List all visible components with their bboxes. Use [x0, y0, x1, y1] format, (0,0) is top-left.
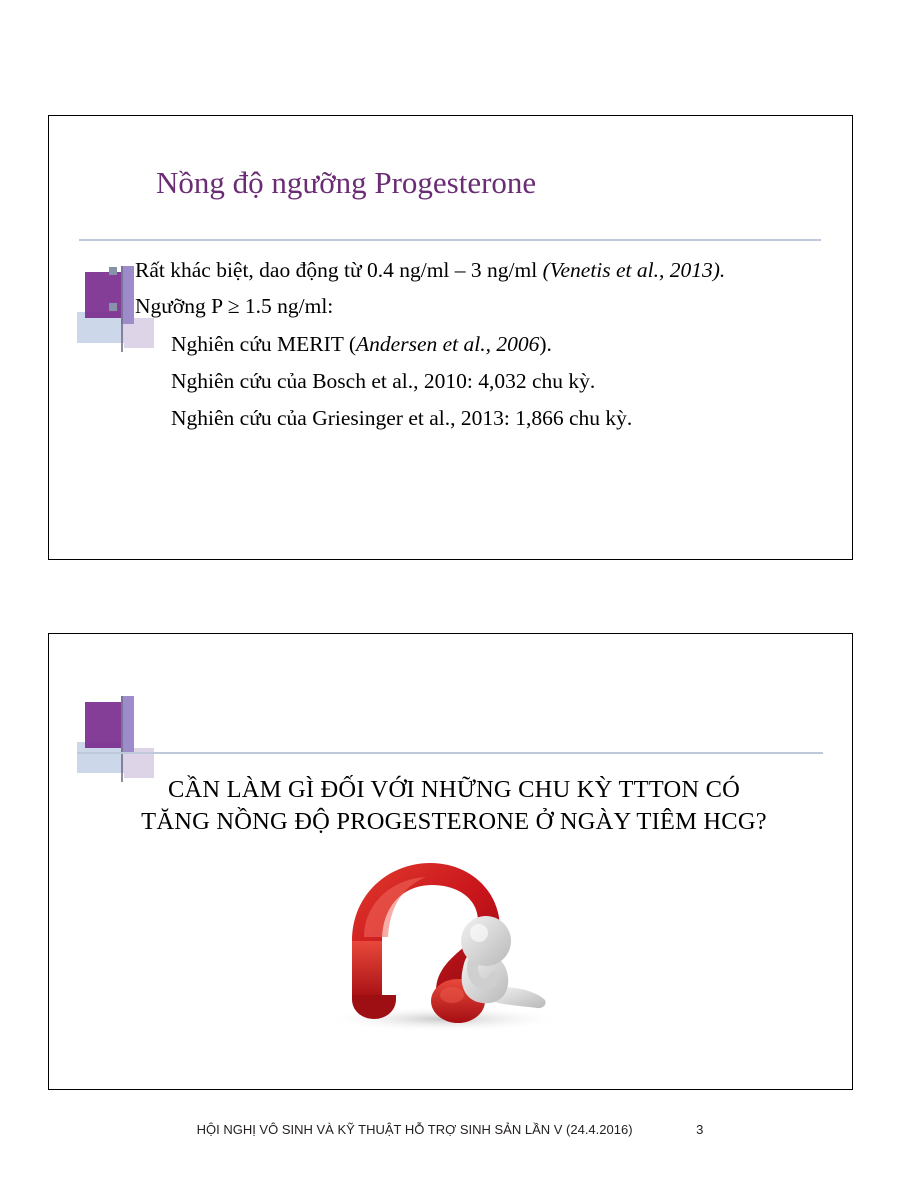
slide-1: [48, 115, 853, 560]
slide-1-title: Nồng độ ngưỡng Progesterone: [156, 165, 537, 200]
slide-2: [48, 633, 853, 1090]
slide-2-title-divider: [77, 752, 823, 754]
decorative-squares-icon: [77, 696, 163, 782]
bullet-item: [101, 292, 821, 320]
sub-line: [171, 329, 821, 360]
deco-square-purple: [85, 702, 121, 748]
sub-line-pre: Nghiên cứu MERIT (: [171, 331, 357, 356]
page-number: 3: [696, 1122, 704, 1137]
bullet-item: [101, 256, 821, 284]
question-mark-icon: [294, 849, 594, 1034]
bullet-text-italic: (Venetis et al., 2013).: [542, 258, 726, 282]
slide-1-title-divider: [79, 239, 821, 241]
thinking-figure-icon: [461, 916, 546, 1008]
sub-line: [171, 403, 821, 434]
bullet-text: Rất khác biệt, dao động từ 0.4 ng/ml – 3 ng/ml: [135, 258, 543, 282]
slide-1-body: [101, 256, 821, 434]
sub-line: [171, 366, 821, 397]
sub-line-post: ).: [539, 331, 552, 356]
bullet-text: Ngưỡng P ≥ 1.5 ng/ml:: [135, 294, 334, 319]
question-mark-illustration: [294, 849, 594, 1034]
sub-line-pre: Nghiên cứu của Griesinger et al., 2013: 1,866 chu kỳ.: [171, 406, 633, 431]
slide-2-question-title: [89, 774, 819, 838]
bullet-marker-icon: [109, 303, 117, 311]
bullet-marker-icon: [109, 267, 117, 275]
slide-2-title-line-2: TĂNG NỒNG ĐỘ PROGESTERONE Ở NGÀY TIÊM HCG?: [141, 807, 767, 835]
slide-2-title-line-1: CẦN LÀM GÌ ĐỐI VỚI NHỮNG CHU KỲ TTTON CÓ: [167, 776, 741, 803]
sub-line-pre: Nghiên cứu của Bosch et al., 2010: 4,032 chu kỳ.: [171, 368, 596, 393]
page-footer: [0, 1122, 900, 1137]
footer-text: HỘI NGHỊ VÔ SINH VÀ KỸ THUẬT HỖ TRỢ SINH SẢN LẦN V (24.4.2016): [196, 1122, 633, 1137]
deco-line-vertical: [121, 696, 123, 782]
sub-line-italic: Andersen et al., 2006: [356, 331, 540, 356]
